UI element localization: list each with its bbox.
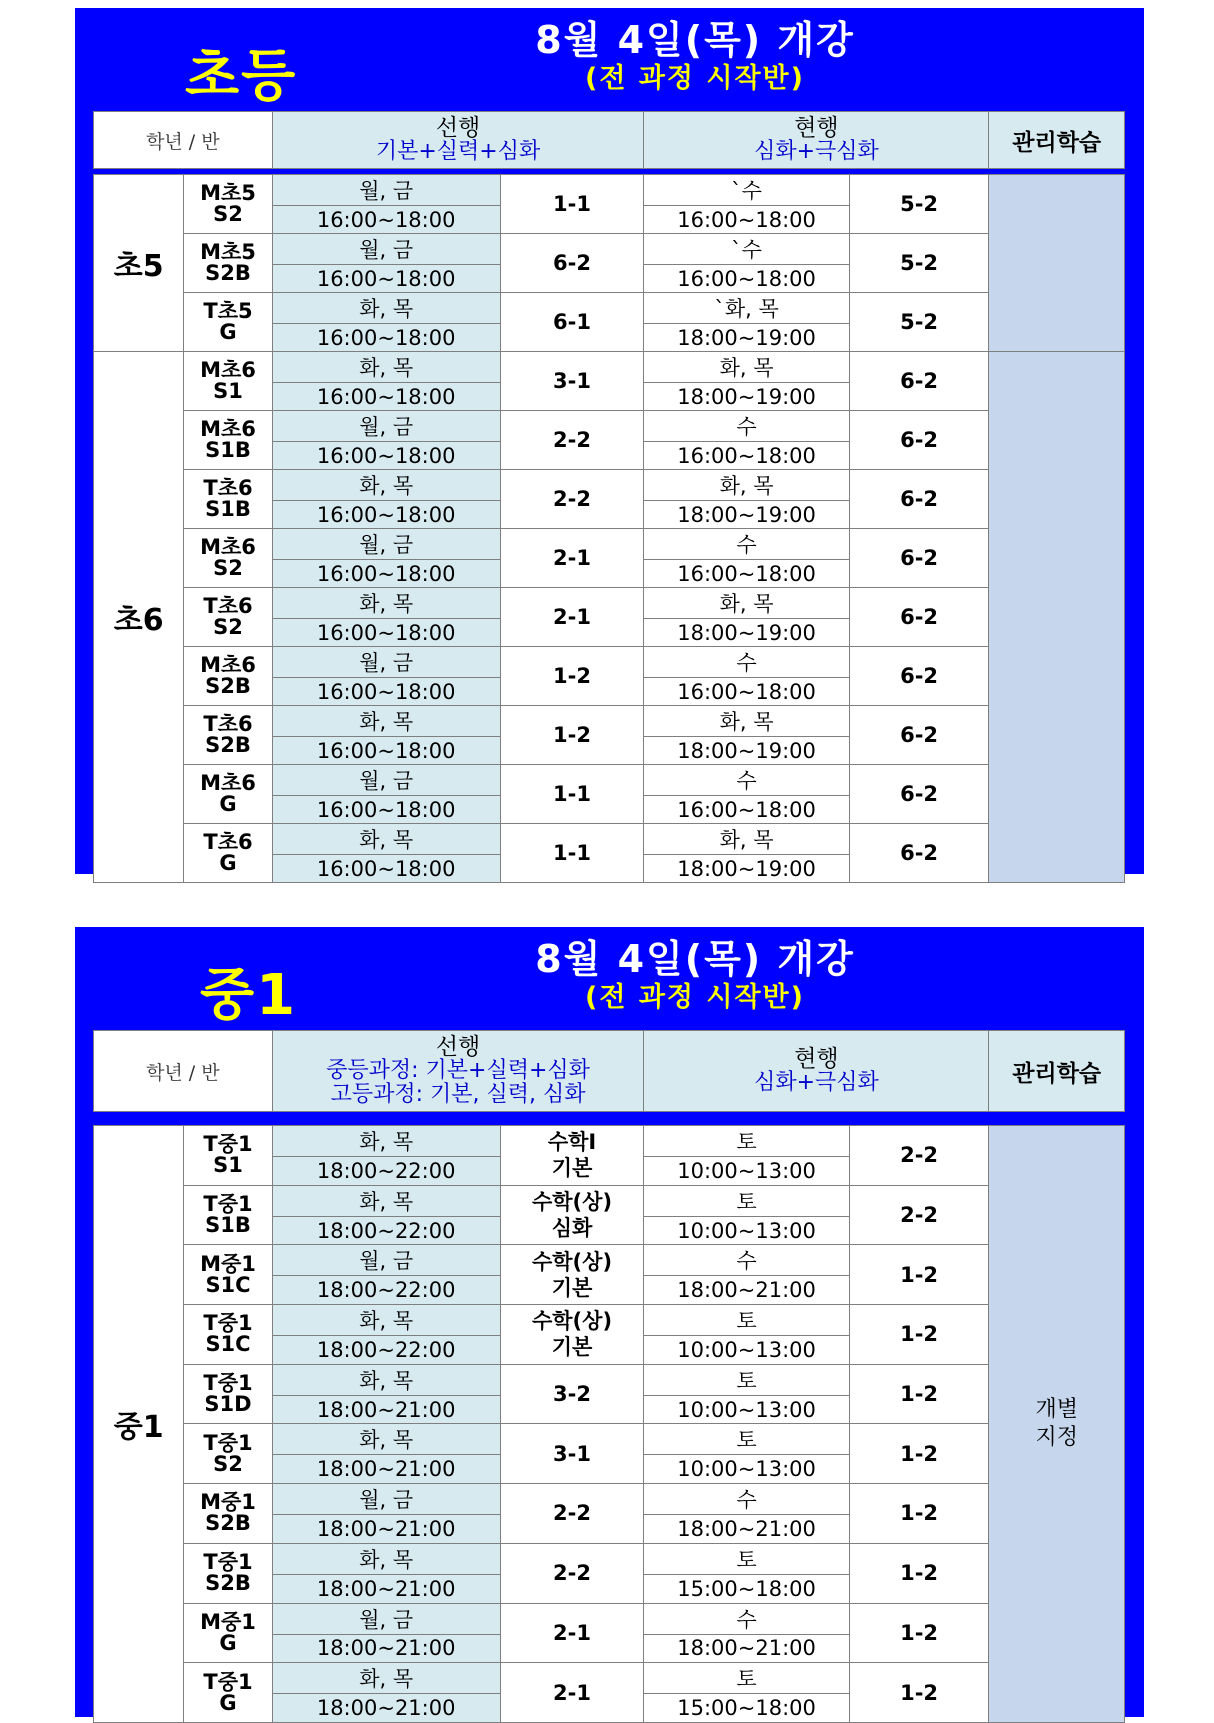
table-row (94, 1603, 1125, 1634)
class-name-line: T중1 (203, 1311, 253, 1336)
advance-time-cell: 16:00~18:00 (272, 501, 500, 529)
current-level-cell: 6-2 (849, 470, 989, 529)
class-name-line: S1B (205, 438, 251, 462)
advance-time-cell: 16:00~18:00 (272, 206, 500, 234)
management-cell (989, 175, 1125, 352)
class-name-line: G (219, 792, 237, 816)
class-name-line: M초6 (200, 653, 256, 677)
class-name-cell (184, 470, 272, 529)
advance-days-cell: 월, 금 (272, 1484, 500, 1515)
current-days-cell: 수 (644, 411, 849, 442)
class-name-line: M중1 (200, 1609, 256, 1634)
class-name-cell (184, 588, 272, 647)
table-row (94, 1663, 1125, 1694)
advance-time-cell: 16:00~18:00 (272, 560, 500, 588)
table-row (94, 1543, 1125, 1574)
header-advance-sub: 중등과정: 기본+실력+심화 (326, 1058, 590, 1083)
header-current (644, 1031, 989, 1112)
current-level-cell: 5-2 (849, 175, 989, 234)
advance-days-cell: 화, 목 (272, 1364, 500, 1395)
table-row (94, 1424, 1125, 1455)
grade-cell: 중1 (94, 1126, 184, 1723)
advance-level-line: 1-1 (553, 841, 591, 865)
current-level-cell: 6-2 (849, 529, 989, 588)
class-name-line: S2 (213, 202, 243, 226)
class-name-cell (184, 1663, 272, 1723)
header-advance (272, 112, 644, 169)
level-title: 중1 (200, 963, 298, 1028)
title-main: 8월 4일(목) 개강 (535, 937, 855, 981)
header-current-title: 현행 (794, 115, 839, 141)
advance-level-line: 2-1 (553, 546, 591, 570)
table-row (94, 470, 1125, 501)
advance-time-cell: 16:00~18:00 (272, 855, 500, 883)
current-time-cell: 10:00~13:00 (644, 1455, 849, 1484)
current-days-cell: 토 (644, 1424, 849, 1455)
advance-days-cell: 화, 목 (272, 352, 500, 383)
class-name-line: S2B (205, 1571, 251, 1596)
class-name-line: M중1 (200, 1490, 256, 1515)
header-current-sub: 심화+극심화 (754, 1070, 879, 1095)
current-level-cell: 6-2 (849, 647, 989, 706)
group-table (93, 174, 1125, 352)
advance-level-line: 기본 (551, 1335, 593, 1360)
class-name-line: S2B (205, 674, 251, 698)
level-title: 초등 (185, 44, 298, 109)
header-advance-sub: 기본+실력+심화 (375, 139, 541, 164)
advance-level-line: 기본 (551, 1156, 593, 1181)
advance-level-cell (500, 352, 644, 411)
class-name-line: T중1 (203, 1430, 253, 1455)
class-name-line: M초6 (200, 535, 256, 559)
advance-time-cell: 18:00~21:00 (272, 1634, 500, 1663)
grade-cell: 초6 (94, 352, 184, 883)
group-table (93, 351, 1125, 883)
current-days-cell: 수 (644, 765, 849, 796)
advance-level-cell (500, 765, 644, 824)
table-row (94, 824, 1125, 855)
advance-level-line: 3-1 (553, 1441, 591, 1466)
advance-level-line: 1-1 (553, 192, 591, 216)
advance-level-line: 3-2 (553, 1382, 591, 1407)
advance-time-cell: 16:00~18:00 (272, 737, 500, 765)
advance-time-cell: 18:00~22:00 (272, 1216, 500, 1245)
current-level-cell: 1-2 (849, 1245, 989, 1305)
class-name-cell (184, 175, 272, 234)
class-name-line: M초5 (200, 181, 256, 205)
current-days-cell: 화, 목 (644, 706, 849, 737)
current-days-cell: 수 (644, 1245, 849, 1276)
title-sub: (전 과정 시작반) (585, 63, 805, 94)
table-row (94, 588, 1125, 619)
class-name-line: S1B (205, 1213, 251, 1238)
header-advance (272, 1031, 644, 1112)
advance-time-cell: 16:00~18:00 (272, 678, 500, 706)
current-level-cell: 6-2 (849, 765, 989, 824)
current-time-cell: 16:00~18:00 (644, 678, 849, 706)
class-name-line: G (219, 1690, 237, 1715)
class-name-cell (184, 1126, 272, 1186)
header-current-title: 현행 (794, 1046, 839, 1072)
advance-level-line: 2-1 (553, 605, 591, 629)
title-main: 8월 4일(목) 개강 (535, 18, 855, 62)
class-name-line: T초6 (203, 712, 253, 736)
current-time-cell: 18:00~19:00 (644, 383, 849, 411)
current-level-cell: 5-2 (849, 293, 989, 352)
current-level-cell: 1-2 (849, 1484, 989, 1544)
advance-days-cell: 월, 금 (272, 647, 500, 678)
class-name-cell (184, 1484, 272, 1544)
current-level-cell: 1-2 (849, 1663, 989, 1723)
current-days-cell: 토 (644, 1305, 849, 1336)
class-name-line: M초5 (200, 240, 256, 264)
advance-level-cell (500, 1126, 644, 1186)
class-name-cell (184, 1185, 272, 1245)
class-name-cell (184, 824, 272, 883)
advance-level-line: 2-2 (553, 428, 591, 452)
current-time-cell: 16:00~18:00 (644, 265, 849, 293)
management-cell (989, 1126, 1125, 1723)
table-row (94, 529, 1125, 560)
advance-days-cell: 월, 금 (272, 234, 500, 265)
current-time-cell: 16:00~18:00 (644, 442, 849, 470)
advance-time-cell: 18:00~21:00 (272, 1515, 500, 1544)
advance-days-cell: 월, 금 (272, 529, 500, 560)
current-level-cell: 6-2 (849, 706, 989, 765)
advance-days-cell: 월, 금 (272, 1245, 500, 1276)
advance-level-cell (500, 1185, 644, 1245)
current-time-cell: 15:00~18:00 (644, 1694, 849, 1723)
advance-time-cell: 18:00~21:00 (272, 1455, 500, 1484)
current-time-cell: 18:00~19:00 (644, 324, 849, 352)
class-name-line: S2B (205, 261, 251, 285)
class-name-line: S1B (205, 497, 251, 521)
class-name-line: M초6 (200, 417, 256, 441)
advance-level-line: 6-1 (553, 310, 591, 334)
current-days-cell: 토 (644, 1185, 849, 1216)
current-time-cell: 18:00~21:00 (644, 1515, 849, 1544)
advance-time-cell: 16:00~18:00 (272, 265, 500, 293)
advance-days-cell: 화, 목 (272, 1305, 500, 1336)
class-name-line: S1C (205, 1272, 251, 1297)
header-table (93, 1030, 1125, 1112)
advance-level-line: 1-2 (553, 664, 591, 688)
current-days-cell: 수 (644, 1484, 849, 1515)
class-name-line: S1C (205, 1332, 251, 1357)
group-table (93, 1125, 1125, 1723)
advance-level-line: 1-2 (553, 723, 591, 747)
header-current-sub: 심화+극심화 (754, 139, 879, 164)
class-name-cell (184, 293, 272, 352)
advance-time-cell: 16:00~18:00 (272, 324, 500, 352)
current-time-cell: 10:00~13:00 (644, 1336, 849, 1365)
current-days-cell: `화, 목 (644, 293, 849, 324)
current-level-cell: 1-2 (849, 1543, 989, 1603)
class-name-line: T중1 (203, 1550, 253, 1575)
class-name-line: S2 (213, 1451, 243, 1476)
management-line: 개별 (1035, 1396, 1078, 1422)
class-name-cell (184, 1603, 272, 1663)
class-name-line: S1 (213, 379, 243, 403)
grade-cell: 초5 (94, 175, 184, 352)
class-name-line: M초6 (200, 771, 256, 795)
advance-days-cell: 화, 목 (272, 1185, 500, 1216)
advance-level-cell (500, 647, 644, 706)
advance-days-cell: 화, 목 (272, 293, 500, 324)
current-days-cell: 토 (644, 1364, 849, 1395)
advance-level-cell (500, 1663, 644, 1723)
schedule-panel-middle (75, 927, 1144, 1721)
advance-level-line: 수학(상) (531, 1249, 613, 1274)
advance-level-cell (500, 293, 644, 352)
advance-time-cell: 16:00~18:00 (272, 442, 500, 470)
current-level-cell: 1-2 (849, 1603, 989, 1663)
header-management: 관리학습 (989, 112, 1125, 169)
advance-level-cell (500, 1543, 644, 1603)
table-row (94, 1126, 1125, 1157)
advance-level-line: 2-2 (553, 1501, 591, 1526)
current-level-cell: 2-2 (849, 1126, 989, 1186)
advance-level-cell (500, 706, 644, 765)
current-days-cell: `수 (644, 234, 849, 265)
advance-time-cell: 18:00~22:00 (272, 1276, 500, 1305)
current-level-cell: 6-2 (849, 411, 989, 470)
current-days-cell: 토 (644, 1543, 849, 1574)
current-level-cell: 1-2 (849, 1424, 989, 1484)
class-name-line: T중1 (203, 1371, 253, 1396)
header-grade-class: 학년 / 반 (94, 1031, 273, 1112)
header-advance-title: 선행 (435, 115, 481, 141)
current-days-cell: 화, 목 (644, 470, 849, 501)
advance-time-cell: 18:00~22:00 (272, 1157, 500, 1186)
current-days-cell: 수 (644, 647, 849, 678)
current-days-cell: 화, 목 (644, 352, 849, 383)
current-days-cell: 수 (644, 1603, 849, 1634)
advance-level-cell (500, 824, 644, 883)
table-row (94, 293, 1125, 324)
advance-days-cell: 화, 목 (272, 470, 500, 501)
current-time-cell: 16:00~18:00 (644, 560, 849, 588)
advance-time-cell: 18:00~21:00 (272, 1574, 500, 1603)
advance-level-line: 6-2 (553, 251, 591, 275)
current-days-cell: 화, 목 (644, 824, 849, 855)
current-days-cell: 화, 목 (644, 588, 849, 619)
advance-time-cell: 18:00~22:00 (272, 1336, 500, 1365)
table-row (94, 175, 1125, 206)
advance-level-line: 2-1 (553, 1620, 591, 1645)
class-name-line: S1 (213, 1153, 243, 1178)
advance-days-cell: 화, 목 (272, 1663, 500, 1694)
advance-days-cell: 월, 금 (272, 175, 500, 206)
header-advance-sub: 고등과정: 기본, 실력, 심화 (330, 1082, 586, 1107)
class-name-line: T초5 (203, 299, 253, 323)
current-time-cell: 15:00~18:00 (644, 1574, 849, 1603)
management-cell (989, 352, 1125, 883)
class-name-cell (184, 352, 272, 411)
current-time-cell: 18:00~21:00 (644, 1634, 849, 1663)
advance-time-cell: 18:00~21:00 (272, 1694, 500, 1723)
class-name-line: M초6 (200, 358, 256, 382)
class-name-line: T중1 (203, 1192, 253, 1217)
current-time-cell: 18:00~19:00 (644, 501, 849, 529)
advance-days-cell: 월, 금 (272, 765, 500, 796)
advance-level-line: 수학Ⅰ (547, 1130, 597, 1155)
current-time-cell: 10:00~13:00 (644, 1157, 849, 1186)
header-table (93, 111, 1125, 169)
class-name-line: T초6 (203, 830, 253, 854)
header-advance-title: 선행 (435, 1034, 481, 1060)
management-line: 지정 (1035, 1424, 1078, 1450)
advance-level-line: 1-1 (553, 782, 591, 806)
advance-level-cell (500, 1364, 644, 1424)
class-name-line: T중1 (203, 1669, 253, 1694)
current-time-cell: 16:00~18:00 (644, 206, 849, 234)
current-time-cell: 16:00~18:00 (644, 796, 849, 824)
advance-level-cell (500, 1305, 644, 1365)
advance-level-line: 심화 (551, 1216, 593, 1241)
current-time-cell: 18:00~19:00 (644, 737, 849, 765)
class-name-line: G (219, 1630, 237, 1655)
advance-time-cell: 16:00~18:00 (272, 619, 500, 647)
advance-level-line: 수학(상) (531, 1190, 613, 1215)
table-row (94, 1305, 1125, 1336)
advance-level-line: 2-1 (553, 1680, 591, 1705)
title-sub: (전 과정 시작반) (585, 982, 805, 1013)
advance-level-cell (500, 588, 644, 647)
class-name-line: G (219, 320, 237, 344)
advance-level-cell (500, 1424, 644, 1484)
table-row (94, 1484, 1125, 1515)
table-row (94, 765, 1125, 796)
advance-time-cell: 18:00~21:00 (272, 1395, 500, 1424)
table-row (94, 1245, 1125, 1276)
advance-level-cell (500, 470, 644, 529)
table-row (94, 647, 1125, 678)
class-name-cell (184, 411, 272, 470)
current-days-cell: 수 (644, 529, 849, 560)
advance-time-cell: 16:00~18:00 (272, 796, 500, 824)
class-name-line: S2 (213, 556, 243, 580)
title-block (375, 18, 1015, 96)
current-level-cell: 1-2 (849, 1305, 989, 1365)
class-name-cell (184, 529, 272, 588)
advance-level-line: 2-2 (553, 487, 591, 511)
class-name-line: S2B (205, 1511, 251, 1536)
class-name-line: S1D (204, 1392, 252, 1417)
advance-days-cell: 화, 목 (272, 824, 500, 855)
class-name-cell (184, 234, 272, 293)
current-days-cell: `수 (644, 175, 849, 206)
advance-days-cell: 화, 목 (272, 588, 500, 619)
class-name-cell (184, 647, 272, 706)
class-name-line: T중1 (203, 1132, 253, 1157)
advance-level-cell (500, 1603, 644, 1663)
current-level-cell: 1-2 (849, 1364, 989, 1424)
advance-days-cell: 월, 금 (272, 1603, 500, 1634)
class-name-line: S2 (213, 615, 243, 639)
advance-level-cell (500, 411, 644, 470)
class-name-cell (184, 1364, 272, 1424)
advance-level-line: 기본 (551, 1275, 593, 1300)
advance-level-line: 2-2 (553, 1561, 591, 1586)
current-time-cell: 10:00~13:00 (644, 1216, 849, 1245)
advance-days-cell: 화, 목 (272, 1543, 500, 1574)
class-name-cell (184, 1543, 272, 1603)
class-name-line: T초6 (203, 476, 253, 500)
table-row (94, 1185, 1125, 1216)
table-row (94, 706, 1125, 737)
current-level-cell: 6-2 (849, 352, 989, 411)
advance-days-cell: 월, 금 (272, 411, 500, 442)
class-name-line: S2B (205, 733, 251, 757)
class-name-cell (184, 1424, 272, 1484)
class-name-cell (184, 765, 272, 824)
advance-level-cell (500, 1484, 644, 1544)
advance-time-cell: 16:00~18:00 (272, 383, 500, 411)
current-days-cell: 토 (644, 1126, 849, 1157)
current-time-cell: 10:00~13:00 (644, 1395, 849, 1424)
current-level-cell: 5-2 (849, 234, 989, 293)
advance-level-cell (500, 1245, 644, 1305)
current-level-cell: 6-2 (849, 588, 989, 647)
current-time-cell: 18:00~19:00 (644, 619, 849, 647)
advance-days-cell: 화, 목 (272, 706, 500, 737)
table-row (94, 411, 1125, 442)
schedule-panel-elementary (75, 8, 1144, 881)
advance-days-cell: 화, 목 (272, 1424, 500, 1455)
current-days-cell: 토 (644, 1663, 849, 1694)
class-name-cell (184, 1305, 272, 1365)
header-management: 관리학습 (989, 1031, 1125, 1112)
class-name-line: T초6 (203, 594, 253, 618)
header-grade-class: 학년 / 반 (94, 112, 273, 169)
header-current (644, 112, 989, 169)
advance-level-cell (500, 529, 644, 588)
current-level-cell: 2-2 (849, 1185, 989, 1245)
class-name-cell (184, 706, 272, 765)
class-name-line: G (219, 851, 237, 875)
class-name-cell (184, 1245, 272, 1305)
advance-level-cell (500, 175, 644, 234)
title-block (375, 937, 1015, 1015)
class-name-line: M중1 (200, 1251, 256, 1276)
table-row (94, 1364, 1125, 1395)
current-level-cell: 6-2 (849, 824, 989, 883)
advance-level-cell (500, 234, 644, 293)
table-row (94, 234, 1125, 265)
advance-days-cell: 화, 목 (272, 1126, 500, 1157)
current-time-cell: 18:00~21:00 (644, 1276, 849, 1305)
advance-level-line: 3-1 (553, 369, 591, 393)
table-row (94, 352, 1125, 383)
current-time-cell: 18:00~19:00 (644, 855, 849, 883)
advance-level-line: 수학(상) (531, 1309, 613, 1334)
